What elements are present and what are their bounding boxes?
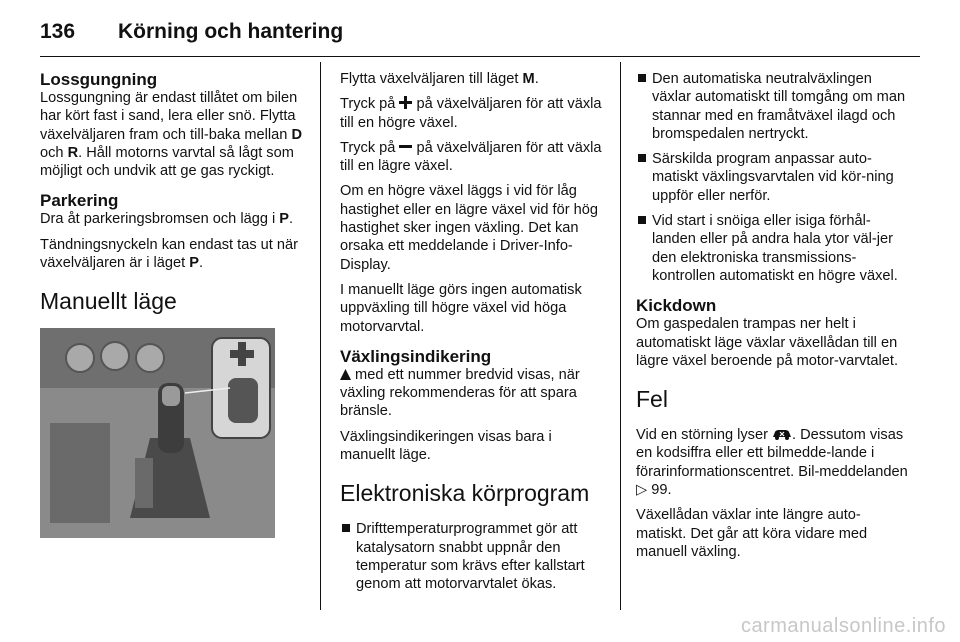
bullet: [638, 154, 646, 162]
vaxlingsindikering-heading: Växlingsindikering: [340, 346, 492, 366]
gear-selector-illustration: [40, 328, 275, 538]
shift-up-text: Tryck på på växelväljaren för att växla till en högre växel.: [340, 96, 602, 131]
column-divider: [320, 62, 321, 610]
column-3: [636, 70, 908, 568]
kickdown-heading: Kickdown: [636, 296, 717, 316]
shift-indicator-text-2: Växlingsindikeringen visas bara i manuellt läge.: [340, 428, 552, 464]
watermark: carmanualsonline.info: [740, 615, 946, 637]
parkering-text-2: Tändningsnyckeln kan endast tas ut när växelväljaren är i läget P.: [40, 236, 298, 272]
parkering-heading: Parkering: [40, 191, 119, 211]
column-divider: [620, 62, 621, 610]
page-title: Körning och hantering: [118, 20, 344, 43]
manual-mode-text: I manuellt läge görs ingen automatisk uppväxling till högre växel vid höga motorvarvtal.: [340, 281, 582, 335]
fel-text-2: Växellådan växlar inte längre auto-matiskt. Det går att köra vidare med manuell växling.: [636, 507, 868, 560]
parkering-text: Dra åt parkeringsbromsen och lägg i P.: [40, 211, 294, 228]
page-header: [40, 14, 920, 58]
kickdown-text: Om gaspedalen trampas ner helt i automatiskt läge växlar växellådan till en lägre växel beroende på motor-varvtalet.: [636, 316, 899, 369]
column-2: [340, 70, 606, 601]
list-item: Den automatiska neutralväxlingen växlar automatiskt till tomgång om man stannar med en framåtväxel ilagd och bromspedalen nertryckt.: [636, 70, 908, 143]
shift-up-arrow-icon: [340, 369, 351, 380]
lossgungning-heading: Lossgungning: [40, 70, 158, 89]
elektroniska-list: [340, 520, 606, 593]
shift-indicator-text: med ett nummer bredvid visas, när växling rekommenderas för att spara bränsle.: [340, 366, 580, 420]
page-ref-icon: ▷: [636, 482, 652, 499]
bullet: [638, 74, 646, 82]
lossgungning-text: Lossgungning är endast tillåtet om bilen har kört fast i sand, lera eller snö. Flytta växelväljaren fram och till-baka mellan D och R. Håll motorns varvtal så lågt som möjligt och undvik att ge gas ryckigt.: [40, 90, 302, 180]
gear-m-text: Flytta växelväljaren till läget M.: [340, 71, 539, 87]
bullet: [638, 216, 646, 224]
list-item: Särskilda program anpassar auto-matiskt växlingsvarvtalen vid kör-ning uppför eller nerför.: [636, 150, 908, 205]
shift-down-text: Tryck på på växelväljaren för att växla till en lägre växel.: [340, 139, 602, 175]
list-item: Vid start i snöiga eller isiga förhål-landen eller på andra hala ytor väl-jer den elektroniska transmissions-kontrollen automatiskt en högre växel.: [636, 212, 908, 285]
list-item: Drifttemperaturprogrammet gör att katalysatorn snabbt uppnår den temperatur som krävs efter kallstart genom att motorvarvtalet ökas.: [340, 520, 606, 593]
program-list: [636, 70, 908, 285]
transmission-warning-icon: [772, 428, 792, 440]
minus-icon: [399, 140, 412, 153]
page-number: 136: [40, 20, 76, 43]
shift-info-text: Om en högre växel läggs i vid för låg hastighet eller en lägre växel vid för hög hastighet sker ingen växling. Det kan orsaka ett meddelande i Driver-Info-Display.: [340, 183, 598, 273]
plus-icon: [399, 96, 412, 109]
manuellt-lage-heading: Manuellt läge: [40, 288, 177, 315]
bullet: [342, 524, 350, 532]
elektroniska-heading: Elektroniska körprogram: [340, 480, 590, 507]
column-1: [40, 70, 305, 538]
header-rule: [40, 56, 920, 57]
fel-text: Vid en störning lyser . Dessutom visas en kodsiffra eller ett bilmedde-lande i förarinformationscentret. Bil-meddelanden ▷ 99.: [636, 427, 908, 499]
fel-heading: Fel: [636, 386, 668, 413]
page-ref[interactable]: 99: [651, 482, 668, 499]
